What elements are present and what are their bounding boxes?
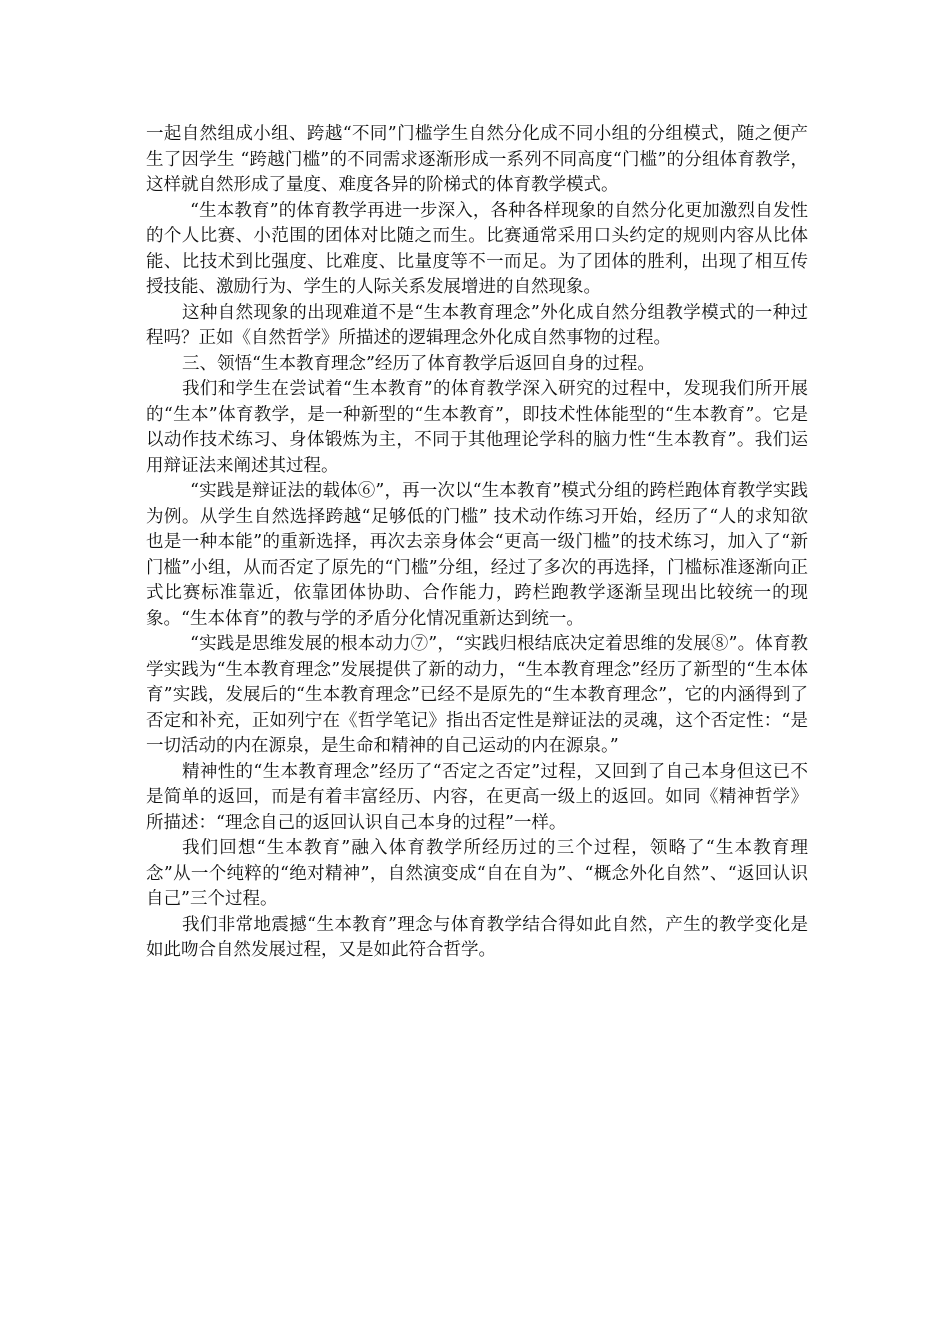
paragraph-competition: “生本教育”的体育教学再进一步深入，各种各样现象的自然分化更加激烈自发性的个人比赛、小范围的团体对比随之而生。比赛通常采用口头约定的规则内容从比体能、比技术到比强度、比难度、比量度等不一而足。为了团体的胜利，出现了相互传授技能、激励行为、学生的人际关系发展增进的自然现象。 — [146, 200, 808, 297]
section-heading-three: 三、领悟“生本教育理念”经历了体育教学后返回自身的过程。 — [182, 353, 655, 374]
paragraph-practice-dialectics: “实践是辩证法的载体⑥”，再一次以“生本教育”模式分组的跨栏跑体育教学实践为例。从学生自然选择跨越“足够低的门槛” 技术动作练习开始，经历了“人的求知欲也是一种本能”的重新选择，再次去亲身体会“更高一级门槛”的技术练习，加入了“新门槛”小组，从而否定了原先的“门槛”分组，经过了多次的再选择，门槛标准逐渐向正式比赛标准靠近，依靠团体协助、合作能力，跨栏跑教学逐渐呈现出比较统一的现象。“生本体育”的教与学的矛盾分化情况重新达到统一。 — [146, 481, 808, 629]
document-body — [146, 122, 808, 964]
paragraph-research-process: 我们和学生在尝试着“生本教育”的体育教学深入研究的过程中，发现我们所开展的“生本”体育教学，是一种新型的“生本教育”，即技术性体能型的“生本教育”。它是以动作技术练习、身体锻炼为主，不同于其他理论学科的脑力性“生本教育”。我们运用辩证法来阐述其过程。 — [146, 379, 808, 476]
paragraph-practice-thinking: “实践是思维发展的根本动力⑦”，“实践归根结底决定着思维的发展⑧”。体育教学实践为“生本教育理念”发展提供了新的动力，“生本教育理念”经历了新型的“生本体育”实践，发展后的“生本教育理念”已经不是原先的“生本教育理念”，它的内涵得到了否定和补充，正如列宁在《哲学笔记》指出否定性是辩证法的灵魂，这个否定性：“是一切活动的内在源泉，是生命和精神的自己运动的内在源泉。” — [146, 634, 808, 756]
paragraph-natural-phenomenon: 这种自然现象的出现难道不是“生本教育理念”外化成自然分组教学模式的一种过程吗？正如《自然哲学》所描述的逻辑理念外化成自然事物的过程。 — [146, 302, 808, 348]
paragraph-negation-of-negation: 精神性的“生本教育理念”经历了“否定之否定”过程，又回到了自己本身但这已不是简单的返回，而是有着丰富经历、内容，在更高一级上的返回。如同《精神哲学》所描述：“理念自己的返回认识自己本身的过程”一样。 — [146, 761, 808, 833]
paragraph-three-processes: 我们回想“生本教育”融入体育教学所经历过的三个过程，领略了“生本教育理念”从一个纯粹的“绝对精神”，自然演变成“自在自为”、“概念外化自然”、“返回认识自己”三个过程。 — [146, 838, 808, 909]
paragraph-conclusion: 我们非常地震撼“生本教育”理念与体育教学结合得如此自然，产生的教学变化是如此吻合自然发展过程，又是如此符合哲学。 — [146, 914, 808, 960]
paragraph-grouping-continuation: 一起自然组成小组、跨越“不同”门槛学生自然分化成不同小组的分组模式，随之便产生了因学生 “跨越门槛”的不同需求逐渐形成一系列不同高度“门槛”的分组体育教学，这样就自然形成了量度、难度各异的阶梯式的体育教学模式。 — [146, 124, 808, 195]
